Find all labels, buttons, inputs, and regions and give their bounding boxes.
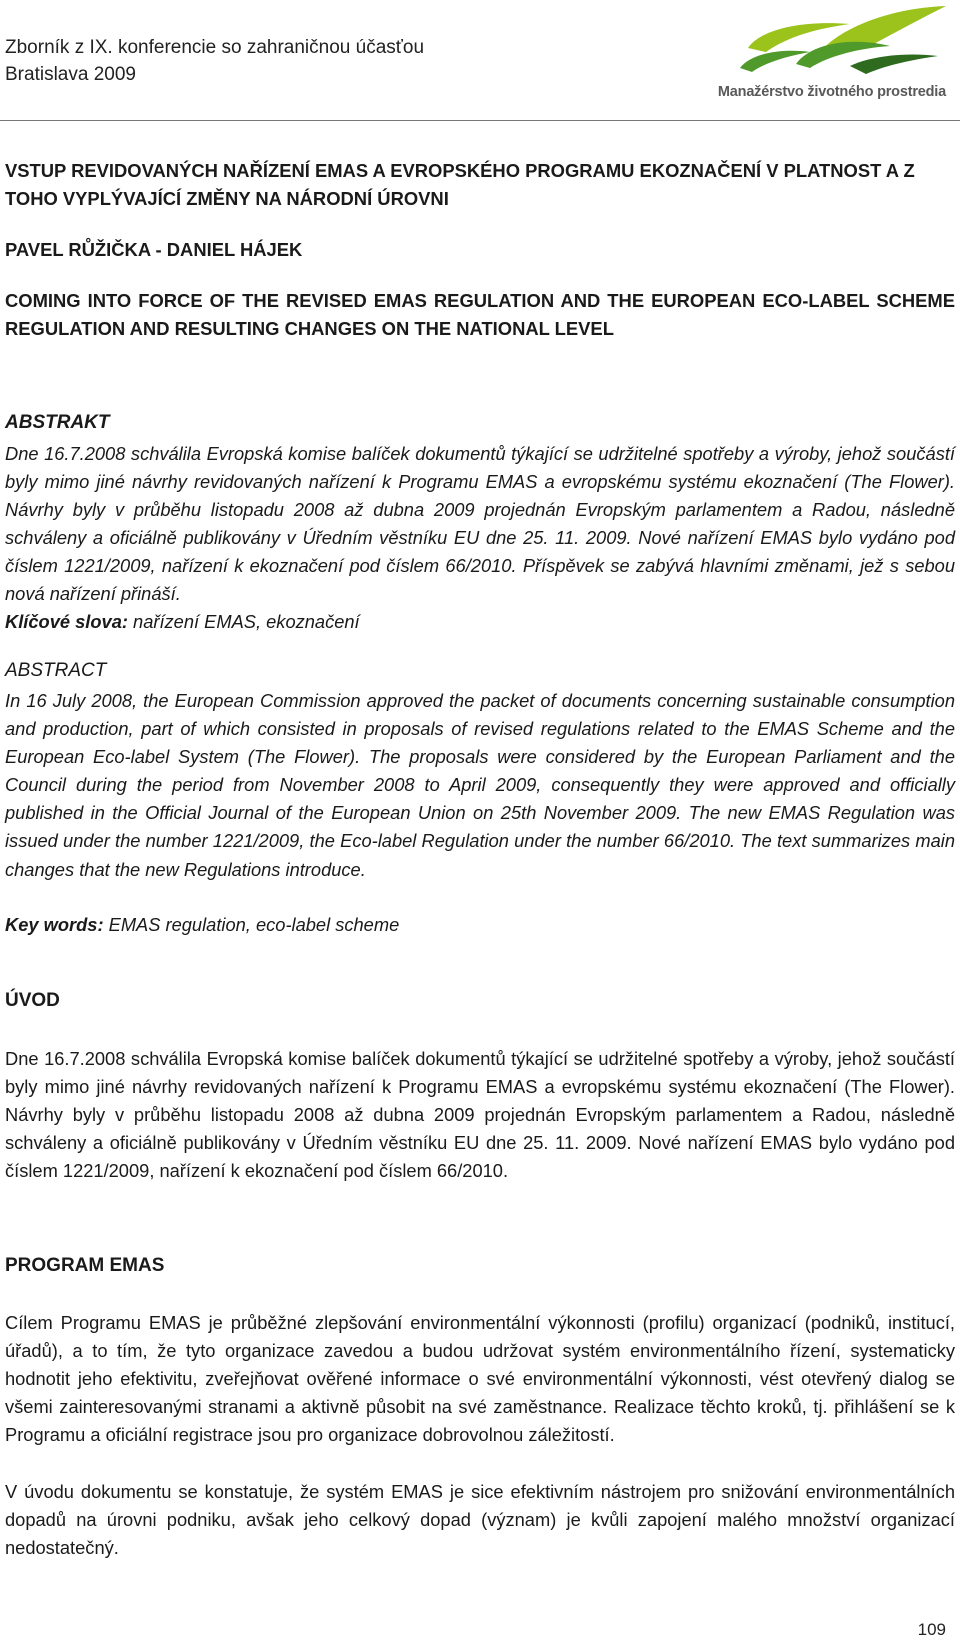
logo-text: Manažérstvo životného prostredia	[717, 84, 946, 100]
uvod-text: Dne 16.7.2008 schválila Evropská komise balíček dokumentů týkající se udržitelné spotřeby a výroby, jehož součástí byly mimo jiné návrhy revidovaných nařízení k Programu EMAS a evropskému systému ekoznačení (The Flower). Návrhy byly v průběhu listopadu 2008 až dubna 2009 projednán Evropským parlamentem a Radou, následně schváleny a oficiálně publikovány v Úředním věstníku EU dne 25. 11. 2009. Nové nařízení EMAS bylo vydáno pod číslem 1221/2009, nařízení k ekoznačení pod číslem 66/2010.	[5, 1048, 955, 1182]
klicove-slova-label: Klíčové slova:	[5, 611, 128, 632]
header-divider	[0, 120, 960, 121]
key-words-label: Key words:	[5, 914, 104, 935]
conference-title: Zborník z IX. konferencie so zahraničnou účasťou	[5, 37, 425, 58]
klicove-slova	[5, 608, 955, 636]
uvod-heading: ÚVOD	[5, 990, 60, 1011]
program-emas-text-2: V úvodu dokumentu se konstatuje, že systém EMAS je sice efektivním nástrojem pro snižování environmentálních dopadů na úrovni podniku, avšak jeho celkový dopad (význam) je kvůli zapojení malého množství organizací nedostatečný.	[5, 1481, 955, 1559]
abstrakt-text: Dne 16.7.2008 schválila Evropská komise balíček dokumentů týkající se udržitelné spotřeby a výroby, jehož součástí byly mimo jiné návrhy revidovaných nařízení k Programu EMAS a evropskému systému ekoznačení (The Flower). Návrhy byly v průběhu listopadu 2008 až dubna 2009 projednán Evropským parlamentem a Radou, následně schváleny a oficiálně publikovány v Úředním věstníku EU dne 25. 11. 2009. Nové nařízení EMAS bylo vydáno pod číslem 1221/2009, nařízení k ekoznačení pod číslem 66/2010. Příspěvek se zabývá hlavními změnami, jež s sebou nová nařízení přináší.	[5, 443, 955, 605]
klicove-slova-value: nařízení EMAS, ekoznačení	[127, 611, 360, 632]
conference-info	[5, 34, 424, 88]
abstract-heading: ABSTRACT	[5, 660, 107, 681]
article-title-czech: VSTUP REVIDOVANÝCH NAŘÍZENÍ EMAS A EVROPSKÉHO PROGRAMU EKOZNAČENÍ V PLATNOST A Z TOHO VYPLÝVAJÍCÍ ZMĚNY NA NÁRODNÍ ÚROVNI	[5, 160, 915, 209]
key-words-value: EMAS regulation, eco-label scheme	[103, 914, 400, 935]
conference-logo	[700, 2, 956, 106]
abstrakt-heading: ABSTRAKT	[5, 412, 110, 433]
conference-place-year: Bratislava 2009	[5, 64, 136, 85]
article-title-english: COMING INTO FORCE OF THE REVISED EMAS REGULATION AND THE EUROPEAN ECO-LABEL SCHEME REGULATION AND RESULTING CHANGES ON THE NATIONAL LEVEL	[5, 290, 955, 339]
page-number: 109	[917, 1620, 946, 1639]
article-authors: PAVEL RŮŽIČKA - DANIEL HÁJEK	[5, 239, 303, 260]
program-emas-text: Cílem Programu EMAS je průběžné zlepšování environmentální výkonnosti (profilu) organizací (podniků, institucí, úřadů), a to tím, že tyto organizace zavedou a budou udržovat systém environmentálního řízení, systematicky hodnotit jeho efektivitu, zveřejňovat ověřené informace o své environmentální výkonnosti, vést otevřený dialog se všemi zainteresovanými stranami a aktivně působit na své zaměstnance. Realizace těchto kroků, tj. přihlášení se k Programu a oficiální registrace jsou pro organizace dobrovolnou záležitostí.	[5, 1312, 955, 1446]
page-header	[0, 0, 960, 122]
key-words	[5, 911, 955, 939]
program-emas-heading: PROGRAM EMAS	[5, 1255, 165, 1276]
abstract-text: In 16 July 2008, the European Commission approved the packet of documents concerning sustainable consumption and production, part of which consisted in proposals of revised regulations related to the EMAS Scheme and the European Eco-label System (The Flower). The proposals were considered by the European Parliament and the Council during the period from November 2008 to April 2009, consequently they were approved and officially published in the Official Journal of the European Union on 25th November 2009. The new EMAS Regulation was issued under the number 1221/2009, the Eco-label Regulation under the number 66/2010. The text summarizes main changes that the new Regulations introduce.	[5, 690, 955, 880]
